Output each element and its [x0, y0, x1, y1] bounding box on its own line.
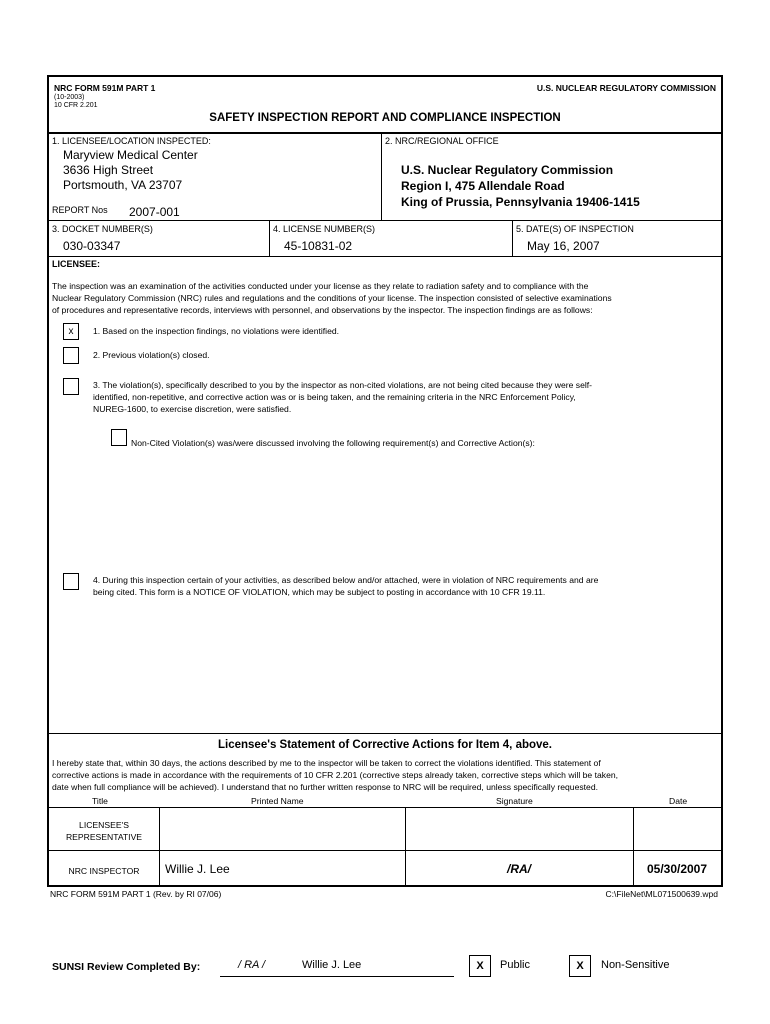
inspection-date-label: 5. DATE(S) OF INSPECTION	[516, 224, 634, 234]
inspector-signature: /RA/	[507, 862, 531, 876]
docket-number: 030-03347	[63, 239, 121, 253]
divider	[381, 133, 382, 220]
finding-4-text: being cited. This form is a NOTICE OF VIOLATION, which may be subject to posting in accordance with 10 CFR 19.11.	[93, 587, 546, 597]
divider	[159, 807, 160, 887]
statement-heading: Licensee's Statement of Corrective Actions for Item 4, above.	[218, 739, 552, 751]
col-signature-header: Signature	[496, 796, 533, 806]
regional-office-line3: King of Prussia, Pennsylvania 19406-1415	[401, 195, 640, 209]
agency-name: U.S. NUCLEAR REGULATORY COMMISSION	[536, 83, 716, 93]
inspector-label: NRC INSPECTOR	[68, 866, 140, 876]
col-date-header: Date	[669, 796, 688, 806]
licensee-heading: LICENSEE:	[52, 259, 101, 269]
finding-2-text: 2. Previous violation(s) closed.	[93, 350, 210, 360]
divider	[49, 733, 721, 734]
regional-office-line2: Region I, 475 Allendale Road	[401, 179, 565, 193]
divider	[49, 807, 721, 808]
col-name-header: Printed Name	[251, 796, 304, 806]
divider	[269, 220, 270, 256]
statement-text: I hereby state that, within 30 days, the actions described by me to the inspector will be taken to correct the violations identified. This statement of	[52, 758, 601, 768]
intro-line: The inspection was an examination of the activities conducted under your license as they relate to radiation safety and to compliance with the	[52, 281, 589, 291]
form-id: NRC FORM 591M PART 1	[54, 83, 156, 93]
statement-text: date when full compliance will be achieved). I understand that no further written response to NRC will be required, unless specifically requested.	[52, 782, 598, 792]
inspection-form	[47, 75, 723, 887]
signature-line	[220, 976, 454, 977]
form-cfr: 10 CFR 2.201	[54, 102, 98, 109]
rep-label: LICENSEE'S	[79, 820, 129, 830]
license-label: 4. LICENSE NUMBER(S)	[273, 224, 376, 234]
ncv-text: Non-Cited Violation(s) was/were discussed involving the following requirement(s) and Corrective Action(s):	[131, 438, 535, 448]
finding-4-text: 4. During this inspection certain of your activities, as described below and/or attached, were in violation of NRC requirements and are	[93, 575, 599, 585]
license-number: 45-10831-02	[284, 239, 353, 253]
finding-3-text: identified, non-repetitive, and corrective action was or is being taken, and the remaining criteria in the NRC Enforcement Policy,	[93, 392, 576, 402]
ncv-checkbox[interactable]	[111, 429, 127, 446]
report-no-label: REPORT Nos	[52, 205, 108, 215]
sunsi-label: SUNSI Review Completed By:	[52, 961, 201, 973]
regional-office-line1: U.S. Nuclear Regulatory Commission	[401, 163, 614, 177]
finding-2-checkbox[interactable]	[63, 347, 79, 364]
finding-1-checkbox[interactable]: x	[63, 323, 79, 340]
file-path: C:\FileNet\ML071500639.wpd	[605, 889, 718, 899]
form-title: SAFETY INSPECTION REPORT AND COMPLIANCE INSPECTION	[209, 112, 561, 124]
intro-line: of procedures and representative records, interviews with personnel, and observations by the inspector. The inspection findings are as follows:	[52, 305, 593, 315]
intro-line: Nuclear Regulatory Commission (NRC) rules and regulations and the conditions of your license. The inspection consisted of selective examinations	[52, 293, 612, 303]
report-no: 2007-001	[129, 205, 180, 219]
licensee-city: Portsmouth, VA 23707	[63, 178, 183, 192]
inspection-date: May 16, 2007	[527, 239, 600, 253]
finding-3-text: NUREG-1600, to exercise discretion, were satisfied.	[93, 404, 292, 414]
licensee-location-label: 1. LICENSEE/LOCATION INSPECTED:	[52, 136, 211, 146]
divider	[49, 132, 721, 134]
form-date: (10-2003)	[54, 94, 85, 101]
rep-label: REPRESENTATIVE	[65, 832, 143, 842]
inspector-name: Willie J. Lee	[165, 862, 230, 876]
divider	[49, 256, 721, 257]
divider	[512, 220, 513, 256]
sunsi-ra: / RA /	[238, 959, 266, 971]
statement-text: corrective actions is made in accordance with the requirements of 10 CFR 2.201 (corrective steps already taken, corrective steps which will be taken,	[52, 770, 619, 780]
form-revision: NRC FORM 591M PART 1 (Rev. by RI 07/06)	[50, 889, 222, 899]
docket-label: 3. DOCKET NUMBER(S)	[52, 224, 153, 234]
public-checkbox[interactable]: X	[469, 955, 491, 977]
public-label: Public	[500, 959, 530, 971]
non-sensitive-label: Non-Sensitive	[601, 959, 670, 971]
finding-4-checkbox[interactable]	[63, 573, 79, 590]
finding-1-text: 1. Based on the inspection findings, no violations were identified.	[93, 326, 340, 336]
col-title-header: Title	[92, 796, 108, 806]
divider	[49, 850, 721, 851]
divider	[49, 220, 721, 221]
sunsi-name: Willie J. Lee	[302, 959, 362, 971]
non-sensitive-checkbox[interactable]: X	[569, 955, 591, 977]
licensee-name: Maryview Medical Center	[63, 148, 198, 162]
inspector-date: 05/30/2007	[646, 862, 708, 876]
finding-3-checkbox[interactable]	[63, 378, 79, 395]
licensee-street: 3636 High Street	[63, 163, 154, 177]
finding-3-text: 3. The violation(s), specifically described to you by the inspector as non-cited violations, are not being cited because they were self-	[93, 380, 593, 390]
regional-office-label: 2. NRC/REGIONAL OFFICE	[385, 136, 499, 146]
